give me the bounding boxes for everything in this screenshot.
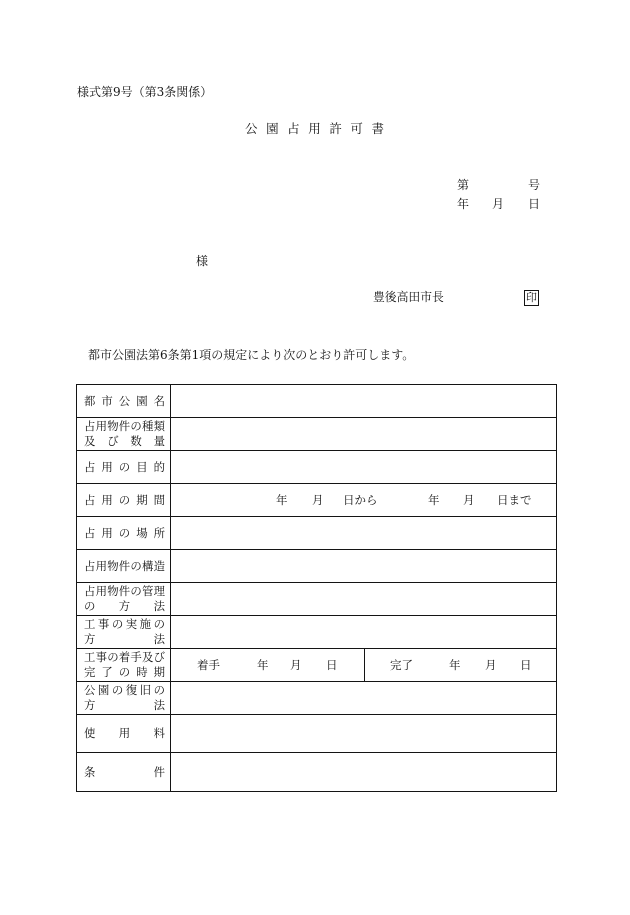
label-line: 使用料 [84, 726, 165, 740]
issuer-name: 豊後高田市長 [373, 290, 444, 304]
label-line: 占用の期間 [84, 492, 165, 507]
period-to-day: 日まで [497, 493, 532, 507]
construction-end-year: 年 [449, 658, 461, 672]
construction-end-month: 月 [485, 658, 497, 672]
row-label-restoration [77, 682, 171, 714]
row-label-purpose [77, 451, 171, 483]
location-value [171, 517, 556, 549]
fee-value [171, 715, 556, 752]
label-line: 占用物件の管理 [84, 584, 165, 598]
period-to-month: 月 [463, 493, 475, 507]
table-row-management [77, 583, 556, 616]
row-label-period [77, 484, 171, 516]
construction-end-cell [365, 649, 556, 681]
label-line: 及び数量 [84, 434, 165, 448]
table-row-fee [77, 715, 556, 753]
label-line: の方法 [84, 599, 165, 613]
period-from-day: 日から [343, 493, 378, 507]
purpose-value [171, 451, 556, 483]
label-line: 工事の実施の [84, 617, 165, 631]
restoration-value [171, 682, 556, 714]
construction-end-day: 日 [520, 658, 532, 672]
label-line: 占用の場所 [84, 525, 165, 540]
structure-value [171, 550, 556, 582]
table-row-construction-period [77, 649, 556, 682]
construction-start-label: 着手 [197, 658, 220, 672]
row-label-structure [77, 550, 171, 582]
row-label-conditions [77, 753, 171, 791]
table-row-park-name [77, 385, 556, 418]
label-line: 方法 [84, 698, 165, 712]
row-label-occupancy-type [77, 418, 171, 450]
management-value [171, 583, 556, 615]
row-label-fee [77, 715, 171, 752]
period-to-year: 年 [428, 493, 440, 507]
label-line: 完了の時期 [84, 665, 165, 679]
period-value [171, 484, 556, 516]
period-from-year: 年 [276, 493, 288, 507]
date-year: 年 [457, 197, 470, 211]
conditions-value [171, 753, 556, 791]
construction-start-cell [171, 649, 365, 681]
document-title: 公園占用許可書 [245, 121, 384, 136]
date-day: 日 [528, 197, 541, 211]
construction-start-month: 月 [290, 658, 302, 672]
label-line: 占用物件の種類 [84, 419, 165, 433]
row-label-management [77, 583, 171, 615]
permit-details-table [76, 384, 557, 792]
addressee-suffix: 様 [196, 254, 209, 268]
table-row-restoration [77, 682, 556, 715]
table-row-purpose [77, 451, 556, 484]
label-line: 条件 [84, 764, 165, 779]
period-from-month: 月 [312, 493, 324, 507]
table-row-period [77, 484, 556, 517]
table-row-construction-method [77, 616, 556, 649]
label-line: 公園の復旧の [84, 683, 165, 697]
label-line: 工事の着手及び [84, 650, 165, 664]
park-name-value [171, 385, 556, 417]
table-row-occupancy-type [77, 418, 556, 451]
form-number: 様式第9号（第3条関係） [77, 85, 213, 99]
row-label-construction-period [77, 649, 171, 681]
row-label-construction-method [77, 616, 171, 648]
label-line: 占用物件の構造 [84, 558, 165, 573]
construction-period-value [171, 649, 556, 681]
row-label-location [77, 517, 171, 549]
occupancy-type-value [171, 418, 556, 450]
permit-statement: 都市公園法第6条第1項の規定により次のとおり許可します。 [88, 348, 415, 362]
label-line: 占用の目的 [84, 459, 165, 474]
table-row-conditions [77, 753, 556, 791]
table-row-location [77, 517, 556, 550]
construction-end-label: 完了 [390, 658, 413, 672]
seal-box: 印 [526, 291, 537, 304]
date-month: 月 [492, 197, 505, 211]
table-row-structure [77, 550, 556, 583]
label-line: 方法 [84, 632, 165, 646]
construction-start-day: 日 [326, 658, 338, 672]
document-number-suffix: 号 [528, 178, 541, 192]
construction-method-value [171, 616, 556, 648]
row-label-park-name [77, 385, 171, 417]
construction-start-year: 年 [257, 658, 269, 672]
document-number-prefix: 第 [457, 178, 470, 192]
label-line: 都市公園名 [84, 393, 165, 408]
